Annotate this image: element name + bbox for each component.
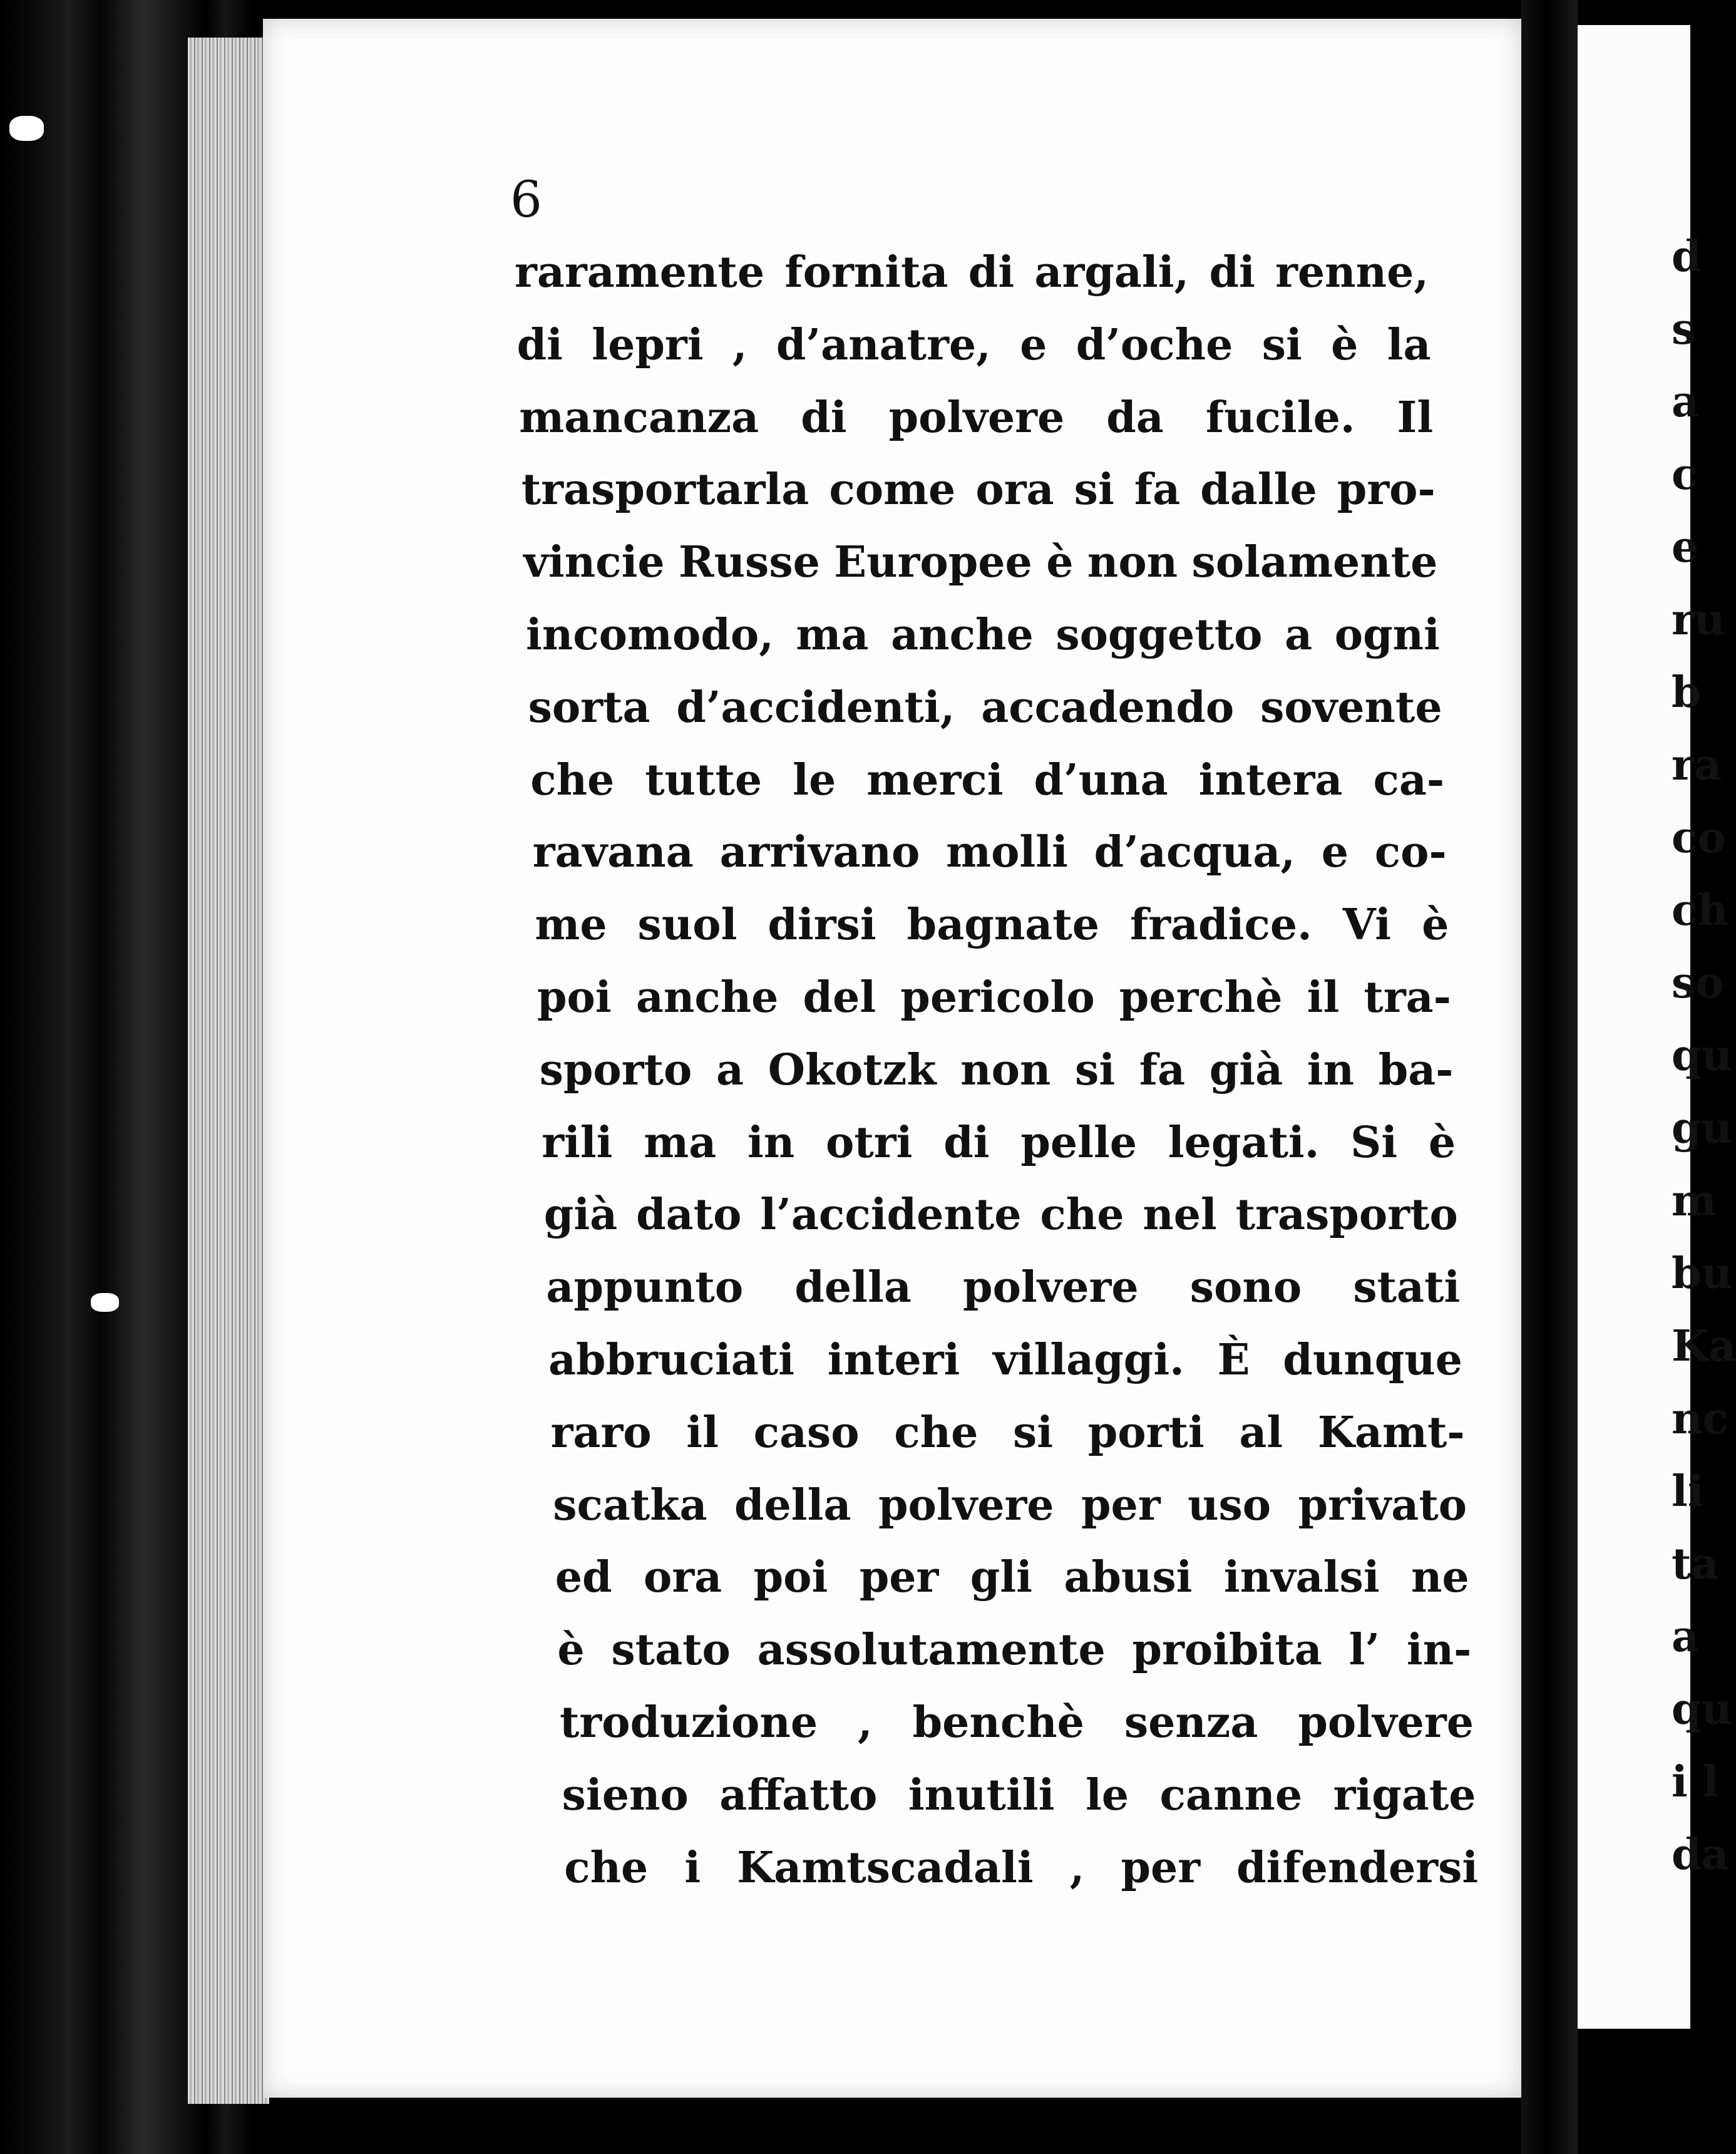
word: l’accidente — [760, 1190, 1022, 1240]
adjacent-text-fragment: ch — [1672, 885, 1728, 935]
word: renne, — [1275, 247, 1429, 297]
word: tutte — [645, 755, 763, 805]
word: le — [793, 755, 836, 805]
word: vincie — [523, 537, 665, 588]
adjacent-text-fragment: qu — [1672, 1031, 1732, 1081]
word: nel — [1143, 1190, 1217, 1240]
word: è — [1331, 319, 1358, 370]
word: ora — [975, 465, 1054, 515]
word: rili — [542, 1117, 613, 1168]
word: d’acqua, — [1094, 827, 1296, 878]
text-line — [542, 1118, 1456, 1168]
word: affatto — [719, 1770, 878, 1820]
page-number: 6 — [510, 170, 542, 229]
word: inutili — [908, 1770, 1055, 1820]
word: al — [1239, 1407, 1283, 1458]
word: lepri — [592, 319, 704, 370]
word: pro- — [1337, 465, 1436, 515]
word: Kamt- — [1317, 1407, 1465, 1458]
adjacent-text-fragment: Ka — [1672, 1321, 1736, 1371]
word: in- — [1406, 1625, 1472, 1676]
word: è — [1428, 1117, 1456, 1168]
word: raro — [550, 1407, 652, 1458]
word: scatka — [553, 1480, 707, 1530]
word: ma — [796, 610, 869, 660]
text-line — [533, 827, 1447, 877]
adjacent-page — [1578, 25, 1736, 2029]
word: è — [557, 1625, 585, 1676]
word: argali, — [1034, 247, 1189, 297]
word: incomodo, — [526, 610, 774, 660]
text-line — [548, 1335, 1462, 1385]
word: poi — [753, 1552, 828, 1603]
text-line — [528, 683, 1442, 733]
word: della — [734, 1480, 851, 1530]
word: di — [968, 247, 1015, 297]
word: d’oche — [1076, 319, 1233, 370]
word: è — [1046, 537, 1074, 588]
word: Europee — [834, 537, 1032, 588]
word: e — [1321, 827, 1349, 878]
word: interi — [827, 1335, 960, 1385]
word: intera — [1198, 755, 1343, 805]
adjacent-text-fragment: bu — [1672, 1249, 1732, 1299]
word: stato — [611, 1625, 731, 1676]
text-line — [560, 1698, 1474, 1748]
word: Kamtscadali — [737, 1842, 1034, 1893]
word: ravana — [532, 827, 694, 878]
word: appunto — [546, 1262, 744, 1313]
text-line — [562, 1770, 1476, 1820]
word: otri — [826, 1117, 913, 1168]
adjacent-text-fragment: co — [1672, 813, 1726, 863]
word: polvere — [878, 1480, 1054, 1530]
word: di — [801, 392, 847, 443]
word: invalsi — [1223, 1552, 1380, 1603]
text-line — [521, 465, 1436, 515]
word: che — [564, 1842, 649, 1893]
word: già — [543, 1190, 618, 1240]
word: che — [894, 1407, 978, 1458]
word: benchè — [912, 1698, 1084, 1748]
adjacent-text-fragment: ra — [1672, 740, 1722, 790]
word: in — [1307, 1044, 1355, 1095]
word: fucile. — [1205, 392, 1355, 443]
text-line — [564, 1843, 1478, 1893]
word: arrivano — [719, 827, 920, 878]
word: per — [1081, 1480, 1161, 1530]
adjacent-text-fragment: b — [1672, 667, 1702, 718]
word: dunque — [1283, 1335, 1462, 1385]
word: trasporto — [1235, 1190, 1458, 1240]
word: canne — [1159, 1770, 1303, 1820]
word: rigate — [1333, 1770, 1476, 1820]
word: ne — [1411, 1552, 1469, 1603]
word: Okotzk — [768, 1044, 937, 1095]
adjacent-text-fragment: a — [1672, 377, 1700, 427]
word: polvere — [1298, 1698, 1474, 1748]
word: Si — [1350, 1117, 1398, 1168]
word: soggetto — [1055, 610, 1263, 660]
word: me — [535, 900, 607, 951]
word: per — [1121, 1842, 1201, 1893]
word: ed — [555, 1552, 612, 1603]
word: d’una — [1034, 755, 1168, 805]
adjacent-text-fragment: ru — [1672, 595, 1725, 645]
word: è — [1422, 900, 1449, 951]
word: a — [1285, 610, 1313, 660]
word: le — [1085, 1770, 1129, 1820]
word: Vi — [1342, 900, 1392, 951]
word: ma — [644, 1117, 717, 1168]
word: ca- — [1373, 755, 1445, 805]
word: privato — [1298, 1480, 1467, 1530]
word: dato — [636, 1190, 742, 1240]
word: da — [1106, 392, 1164, 443]
word: che — [1040, 1190, 1124, 1240]
text-line — [557, 1625, 1471, 1675]
word: assolutamente — [757, 1625, 1106, 1676]
word: sovente — [1260, 682, 1442, 733]
text-line — [551, 1408, 1465, 1458]
adjacent-text-fragment: m — [1672, 1176, 1717, 1226]
word: È — [1217, 1335, 1250, 1385]
word: sorta — [528, 682, 650, 733]
text-line — [515, 247, 1429, 297]
text-line — [537, 972, 1451, 1023]
word: solamente — [1191, 537, 1438, 588]
word: polvere — [963, 1262, 1139, 1313]
word: dalle — [1200, 465, 1317, 515]
word: a — [716, 1044, 744, 1095]
word: , — [857, 1698, 873, 1748]
adjacent-text-fragment: so — [1672, 958, 1724, 1008]
word: si — [1261, 319, 1302, 370]
text-line — [526, 610, 1440, 660]
word: l’ — [1348, 1625, 1380, 1676]
word: molli — [946, 827, 1068, 878]
adjacent-text-fragment: e — [1672, 522, 1699, 572]
word: di — [516, 319, 563, 370]
word: d’anatre, — [776, 319, 991, 370]
word: troduzione — [560, 1698, 818, 1748]
page-edges — [188, 38, 269, 2104]
text-line — [546, 1262, 1460, 1312]
paper-speck — [9, 116, 44, 141]
word: dirsi — [768, 900, 876, 951]
word: uso — [1188, 1480, 1271, 1530]
word: ora — [643, 1552, 722, 1603]
word: fa — [1139, 1044, 1186, 1095]
word: pericolo — [900, 972, 1095, 1023]
text-line — [555, 1552, 1469, 1602]
word: del — [803, 972, 876, 1023]
word: già — [1209, 1044, 1283, 1095]
word: porti — [1087, 1407, 1204, 1458]
text-line — [523, 537, 1437, 587]
word: d’accidenti, — [676, 682, 955, 733]
word: Russe — [679, 537, 820, 588]
word: ba- — [1378, 1044, 1454, 1095]
word: Il — [1397, 392, 1434, 443]
word: senza — [1124, 1698, 1258, 1748]
word: bagnate — [907, 900, 1099, 951]
adjacent-text-fragment: da — [1672, 1830, 1729, 1880]
word: anche — [891, 610, 1034, 660]
word: difendersi — [1236, 1842, 1479, 1893]
word: stati — [1353, 1262, 1461, 1313]
text-line — [519, 393, 1433, 443]
word: perchè — [1119, 972, 1283, 1023]
word: non — [960, 1044, 1051, 1095]
word: in — [747, 1117, 795, 1168]
adjacent-text-fragment: c — [1672, 450, 1698, 500]
word: e — [1020, 319, 1047, 370]
text-line — [530, 755, 1444, 805]
word: polvere — [888, 392, 1065, 443]
word: poi — [537, 972, 612, 1023]
word: sono — [1189, 1262, 1302, 1313]
word: il — [686, 1407, 719, 1458]
adjacent-text-fragment: s — [1672, 304, 1696, 354]
adjacent-text-fragment: nc — [1672, 1394, 1728, 1444]
word: di — [943, 1117, 990, 1168]
word: come — [829, 465, 956, 515]
book-gutter — [1521, 0, 1578, 2154]
adjacent-text-fragment: i l — [1672, 1757, 1719, 1807]
word: i — [684, 1842, 701, 1893]
word: sporto — [539, 1044, 692, 1095]
word: merci — [866, 755, 1004, 805]
word: fa — [1134, 465, 1181, 515]
word: trasportarla — [521, 465, 809, 515]
word: legati. — [1168, 1117, 1320, 1168]
word: raramente — [515, 247, 765, 297]
adjacent-text-fragment: li — [1672, 1466, 1704, 1517]
word: si — [1013, 1407, 1054, 1458]
text-line — [544, 1190, 1458, 1240]
word: si — [1075, 1044, 1116, 1095]
text-line — [535, 900, 1449, 950]
word: la — [1387, 319, 1431, 370]
word: mancanza — [519, 392, 759, 443]
word: abbruciati — [548, 1335, 794, 1385]
word: abusi — [1064, 1552, 1193, 1603]
word: anche — [635, 972, 779, 1023]
word: proibita — [1132, 1625, 1322, 1676]
adjacent-text-fragment: d — [1672, 232, 1702, 282]
word: villaggi. — [993, 1335, 1184, 1385]
word: , — [732, 319, 747, 370]
word: co- — [1374, 827, 1447, 878]
word: fradice. — [1129, 900, 1312, 951]
word: accadendo — [981, 682, 1235, 733]
word: pelle — [1020, 1117, 1138, 1168]
text-line — [540, 1045, 1454, 1095]
word: tra- — [1364, 972, 1451, 1023]
adjacent-text-fragment: a — [1672, 1612, 1700, 1662]
word: gli — [970, 1552, 1032, 1603]
word: caso — [753, 1407, 860, 1458]
text-line — [553, 1480, 1467, 1530]
word: non — [1087, 537, 1178, 588]
word: , — [1069, 1842, 1085, 1893]
adjacent-text-fragment: ta — [1672, 1539, 1719, 1589]
paper-speck — [91, 1293, 119, 1312]
word: di — [1209, 247, 1255, 297]
word: ogni — [1334, 610, 1440, 660]
word: che — [530, 755, 615, 805]
text-line — [517, 320, 1431, 370]
word: della — [794, 1262, 912, 1313]
word: si — [1074, 465, 1114, 515]
word: il — [1307, 972, 1340, 1023]
word: sieno — [562, 1770, 689, 1820]
word: suol — [637, 900, 737, 951]
adjacent-text-fragment: gu — [1672, 1103, 1732, 1153]
adjacent-text-fragment: qu — [1672, 1684, 1732, 1734]
word: fornita — [784, 247, 948, 297]
word: per — [859, 1552, 939, 1603]
